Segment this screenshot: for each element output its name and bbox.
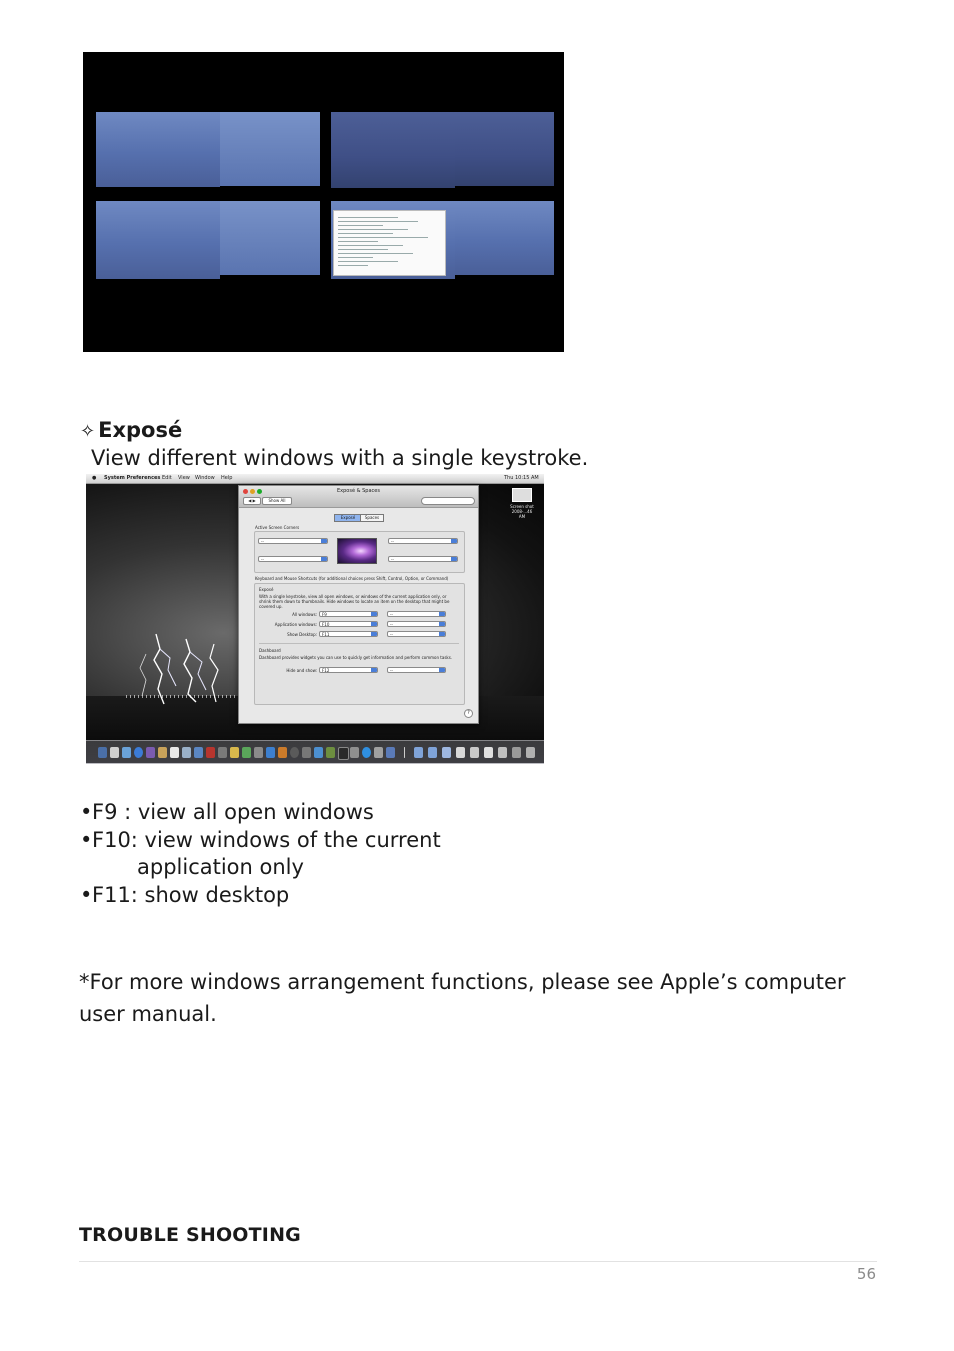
footer-divider	[79, 1261, 877, 1262]
menu-item-edit[interactable]: Edit	[162, 475, 172, 481]
file-icon	[512, 488, 532, 502]
corner-popup-top-left[interactable]: --	[258, 538, 328, 544]
ichat-icon[interactable]	[146, 747, 155, 758]
show-desktop-mouse-popup[interactable]: --	[387, 631, 446, 637]
list-item-text: F11: show desktop	[92, 883, 290, 907]
space-tile	[220, 112, 320, 186]
expose-help-text: With a single keystroke, view all open windows, or windows of the current application only, or shrink them down to thumbnails. Hide windows to locate an item on the desktop that might be covered up.	[259, 594, 450, 609]
menu-item-window[interactable]: Window	[195, 475, 215, 481]
app-icon[interactable]	[374, 747, 383, 758]
show-desktop-key-popup[interactable]: F11	[319, 631, 378, 637]
corner-popup-top-right[interactable]: --	[388, 538, 458, 544]
tab-spaces[interactable]: Spaces	[360, 514, 384, 522]
section-heading	[80, 416, 182, 446]
photo-booth-icon[interactable]	[206, 747, 215, 758]
window-title: Exposé & Spaces	[337, 488, 380, 494]
list-item	[80, 798, 374, 826]
terminal-icon[interactable]	[338, 747, 349, 760]
app-icon[interactable]	[350, 747, 359, 758]
mail-icon[interactable]	[122, 747, 131, 758]
downloads-folder-icon[interactable]	[442, 747, 451, 758]
app-icon[interactable]	[314, 747, 323, 758]
file-stack-icon[interactable]	[470, 747, 479, 758]
preview-icon[interactable]	[182, 747, 191, 758]
search-input[interactable]	[421, 497, 475, 505]
spaces-screenshot	[83, 52, 564, 352]
expose-subheading: Exposé	[259, 587, 274, 592]
app-icon[interactable]	[386, 747, 395, 758]
list-item-text: F10: view windows of the current	[92, 828, 441, 852]
apple-menu-icon[interactable]: ●	[92, 475, 97, 481]
space-tile	[331, 112, 455, 188]
desktop-file-label: Screen shot 2008-...46 AM	[510, 504, 534, 519]
dock	[86, 740, 544, 764]
space-tile	[455, 201, 554, 275]
all-windows-mouse-popup[interactable]: --	[387, 611, 446, 617]
space-tile	[96, 112, 220, 187]
skype-icon[interactable]	[362, 747, 371, 758]
iweb-icon[interactable]	[242, 747, 251, 758]
space-tile	[455, 112, 554, 186]
space-tile	[96, 201, 220, 279]
divider	[259, 643, 459, 644]
file-stack-icon[interactable]	[484, 747, 493, 758]
iphoto-icon[interactable]	[254, 747, 263, 758]
star-icon: ✧	[80, 421, 96, 442]
list-item	[80, 881, 289, 909]
all-windows-key-popup[interactable]: F9	[319, 611, 378, 617]
menu-item-view[interactable]: View	[178, 475, 190, 481]
firefox-icon[interactable]	[278, 747, 287, 758]
imovie-icon[interactable]	[266, 747, 275, 758]
page-number: 56	[856, 1265, 876, 1283]
hide-show-mouse-popup[interactable]: --	[387, 667, 446, 673]
app-windows-label: Application windows:	[274, 622, 317, 627]
all-windows-label: All windows:	[292, 612, 317, 617]
applications-folder-icon[interactable]	[414, 747, 423, 758]
time-machine-icon[interactable]	[218, 747, 227, 758]
itunes-icon[interactable]	[194, 747, 203, 758]
preferences-window	[238, 485, 479, 724]
activity-monitor-icon[interactable]	[302, 747, 311, 758]
dashboard-subheading: Dashboard	[259, 648, 281, 653]
corner-popup-bottom-right[interactable]: --	[388, 556, 458, 562]
menu-item-help[interactable]: Help	[221, 475, 233, 481]
lightning-icon	[126, 634, 246, 704]
ical-icon[interactable]	[170, 747, 179, 758]
file-stack-icon[interactable]	[512, 747, 521, 758]
shortcuts-heading: Keyboard and Mouse Shortcuts (for additional choices press Shift, Control, Option, or Command)	[255, 576, 449, 581]
manual-note: *For more windows arrangement functions, please see Apple’s computer user manual.	[79, 970, 846, 1026]
expose-preferences-screenshot	[86, 474, 544, 763]
dock-separator	[404, 747, 405, 758]
desktop-preview-image	[337, 538, 377, 564]
section-title: Exposé	[98, 418, 183, 442]
back-forward-button[interactable]: ◀ ▶	[243, 497, 261, 505]
app-windows-mouse-popup[interactable]: --	[387, 621, 446, 627]
dashboard-icon[interactable]	[110, 747, 119, 758]
footer-section-title: TROUBLE SHOOTING	[79, 1224, 301, 1246]
bullet-icon: •	[80, 883, 93, 907]
hide-show-key-popup[interactable]: F12	[319, 667, 378, 673]
safari-icon[interactable]	[134, 747, 143, 758]
menu-clock: Thu 10:15 AM	[504, 475, 539, 481]
active-corners-label: Active Screen Corners	[255, 525, 300, 530]
file-stack-icon[interactable]	[456, 747, 465, 758]
show-all-button[interactable]: Show All	[262, 497, 292, 505]
bullet-icon: •	[80, 800, 93, 824]
space-tile	[220, 201, 320, 275]
tab-expose[interactable]: Exposé	[334, 514, 362, 522]
file-stack-icon[interactable]	[498, 747, 507, 758]
window-titlebar	[239, 486, 478, 508]
menu-bar	[86, 474, 544, 484]
app-icon[interactable]	[326, 747, 335, 758]
app-windows-key-popup[interactable]: F10	[319, 621, 378, 627]
help-button[interactable]: ?	[464, 709, 473, 718]
section-description: View different windows with a single keystroke.	[91, 446, 589, 470]
shortcuts-group	[254, 583, 465, 705]
bullet-icon: •	[80, 828, 93, 852]
list-item-text: F9 : view all open windows	[92, 800, 374, 824]
documents-folder-icon[interactable]	[428, 747, 437, 758]
system-preferences-icon[interactable]	[290, 747, 299, 758]
finder-icon[interactable]	[98, 747, 107, 758]
list-item-continuation: application only	[137, 855, 304, 879]
corner-popup-bottom-left[interactable]: --	[258, 556, 328, 562]
address-book-icon[interactable]	[158, 747, 167, 758]
dashboard-help-text: Dashboard provides widgets you can use to quickly get information and perform common tasks.	[259, 655, 453, 660]
hide-show-label: Hide and show:	[286, 668, 317, 673]
trash-icon[interactable]	[526, 747, 535, 758]
show-desktop-label: Show Desktop:	[287, 632, 317, 637]
menu-item-app[interactable]: System Preferences	[104, 475, 161, 481]
list-item	[80, 826, 441, 854]
terminal-window-thumbnail	[333, 210, 446, 276]
garageband-icon[interactable]	[230, 747, 239, 758]
desktop-file[interactable]	[510, 488, 534, 519]
